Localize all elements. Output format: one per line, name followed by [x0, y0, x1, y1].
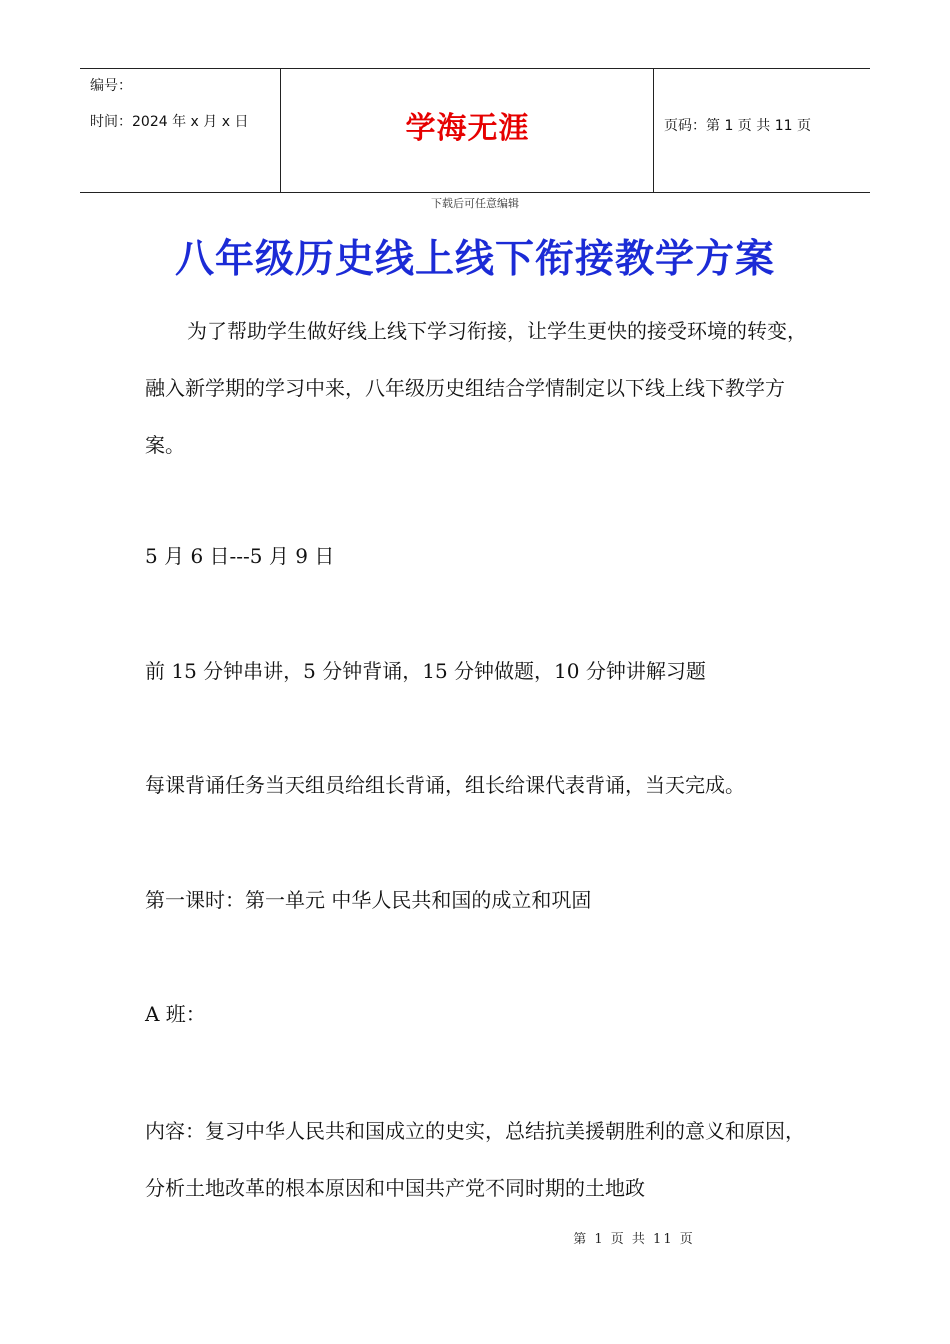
recitation-paragraph: 每课背诵任务当天组员给组长背诵，组长给课代表背诵，当天完成。: [145, 773, 745, 797]
date-range-paragraph: 5 月 6 日---5 月 9 日: [145, 544, 335, 568]
header-center-cell: [281, 69, 654, 192]
footer-page-indicator: 第 1 页 共 11 页: [573, 1232, 695, 1247]
class-heading: A 班：: [145, 1002, 206, 1026]
header-left-cell: [80, 69, 281, 192]
lesson-heading: 第一课时：第一单元 中华人民共和国的成立和巩固: [145, 888, 592, 912]
document-number-label: 编号：: [90, 78, 132, 94]
intro-paragraph: 为了帮助学生做好线上线下学习衔接，让学生更快的接受环境的转变，融入新学期的学习中来，八年级历史组结合学情制定以下线上线下教学方案。: [145, 319, 807, 457]
header-right-cell: [654, 69, 870, 192]
brand-title: 学海无涯: [405, 111, 530, 146]
page-title: 八年级历史线上线下衔接教学方案: [174, 236, 775, 282]
editable-note: 下载后可任意编辑: [431, 197, 519, 210]
content-paragraph: 内容：复习中华人民共和国成立的史实，总结抗美援朝胜利的意义和原因，分析土地改革的根本原因和中国共产党不同时期的土地政: [145, 1119, 805, 1200]
page-count-label: 页码：第 1 页 共 11 页: [664, 118, 811, 134]
schedule-paragraph: 前 15 分钟串讲，5 分钟背诵，15 分钟做题，10 分钟讲解习题: [145, 659, 706, 683]
document-time-label: 时间：2024 年 x 月 x 日: [90, 114, 249, 130]
document-header: [80, 68, 870, 193]
